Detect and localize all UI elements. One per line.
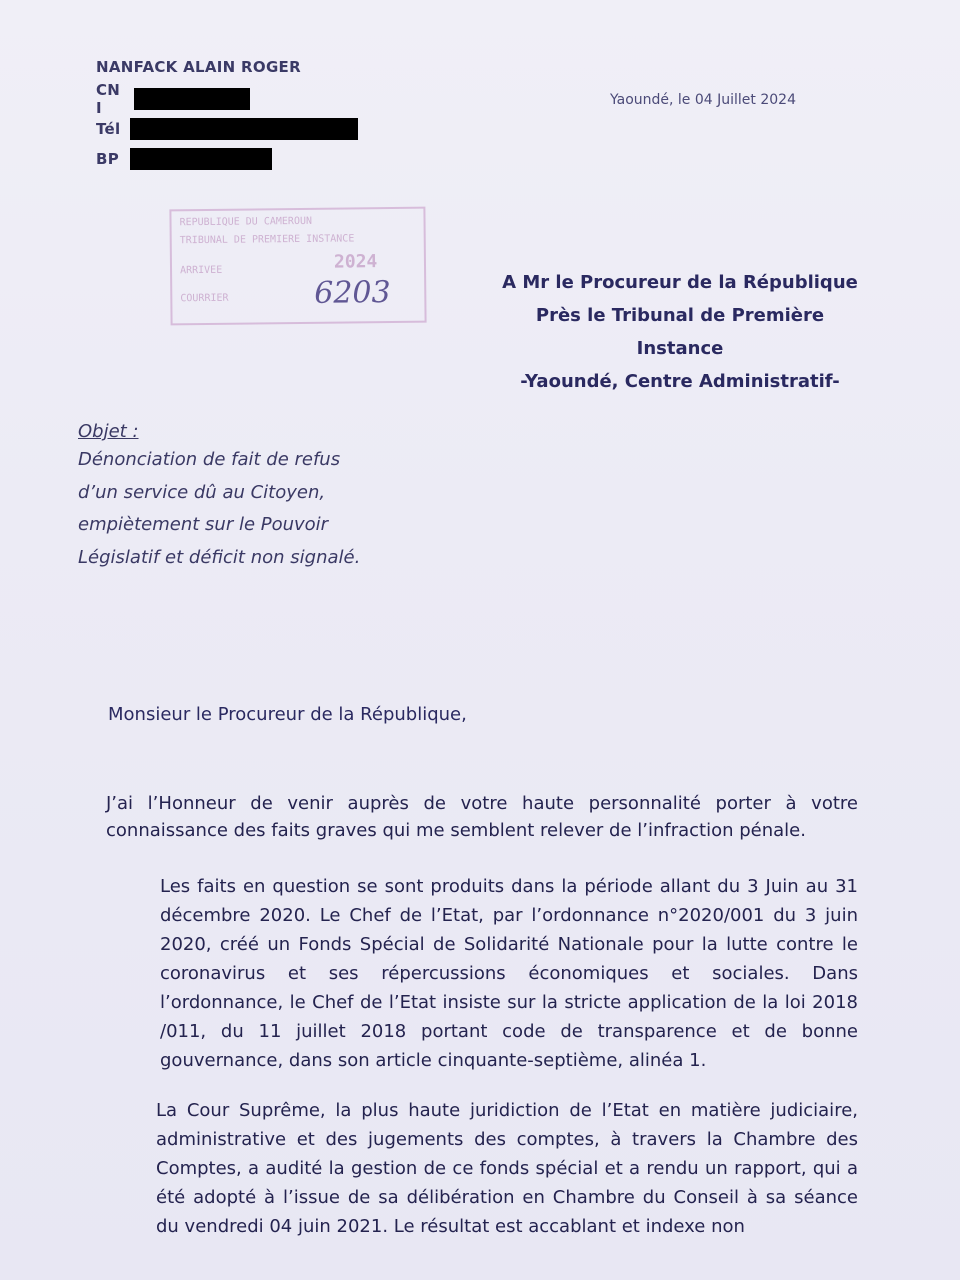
sender-block (96, 58, 358, 174)
subject-title: Objet : (78, 421, 139, 442)
redaction-bar (130, 148, 272, 170)
body-paragraph: J’ai l’Honneur de venir auprès de votre haute personnalité porter à votre connaissance des faits graves qui me semblent relever de l’infraction pénale. (106, 793, 858, 841)
recipient-line: Instance (636, 338, 724, 359)
cni-label: CN I (96, 81, 121, 117)
stamp-year: 2024 (333, 251, 378, 273)
recipient-line: Près le Tribunal de Première (535, 305, 825, 326)
sender-name: NANFACK ALAIN ROGER (96, 58, 301, 76)
recipient-block (480, 266, 880, 398)
subject-block (78, 421, 368, 574)
redaction-bar (134, 88, 250, 110)
sender-bp-row (96, 144, 358, 174)
stamp-line: REPUBLIQUE DU CAMEROUN (179, 215, 313, 229)
body-paragraph: Les faits en question se sont produits dans la période allant du 3 Juin au 31 décembre 2020. Le Chef de l’Etat, par l’ordonnance n°2020/001 du 3 juin 2020, créé un Fonds Spécial de Solidarité Nationale pour la lutte contre le coronavirus et ses répercussions économiques et sociales. Dans l’ordonnance, le Chef de l’Etat insiste sur la stricte application de la loi 2018 /011, du 11 juillet 2018 portant code de transparence et de bonne gouvernance, dans son article cinquante-septième, alinéa 1. (160, 876, 858, 1071)
sender-cni-row (96, 81, 358, 117)
stamp-line: ARRIVEE (179, 264, 223, 277)
bp-label: BP (96, 150, 120, 168)
recipient-line: -Yaoundé, Centre Administratif- (520, 371, 840, 392)
letter-date: Yaoundé, le 04 Juillet 2024 (610, 92, 796, 108)
stamp-line: COURRIER (180, 292, 229, 305)
reception-stamp (169, 207, 426, 326)
recipient-line: A Mr le Procureur de la République (502, 272, 858, 293)
stamp-line: TRIBUNAL DE PREMIERE INSTANCE (179, 233, 355, 247)
body-paragraph: La Cour Suprême, la plus haute juridiction de l’Etat en matière judiciaire, administrative et des jugements des comptes, à travers la Chambre des Comptes, a audité la gestion de ce fonds spécial et a rendu un rapport, qui a été adopté à l’issue de sa délibération en Chambre du Conseil à sa séance du vendredi 04 juin 2021. Le résultat est accablant et indexe non (156, 1100, 858, 1237)
stamp-handwritten-number: 6203 (314, 275, 391, 311)
tel-label: Tél (96, 120, 121, 138)
sender-tel-row (96, 114, 358, 144)
redaction-bar (130, 118, 358, 140)
subject-text: Dénonciation de fait de refus d’un service dû au Citoyen, empiètement sur le Pouvoir Législatif et déficit non signalé. (78, 449, 361, 568)
salutation: Monsieur le Procureur de la République, (108, 704, 467, 725)
